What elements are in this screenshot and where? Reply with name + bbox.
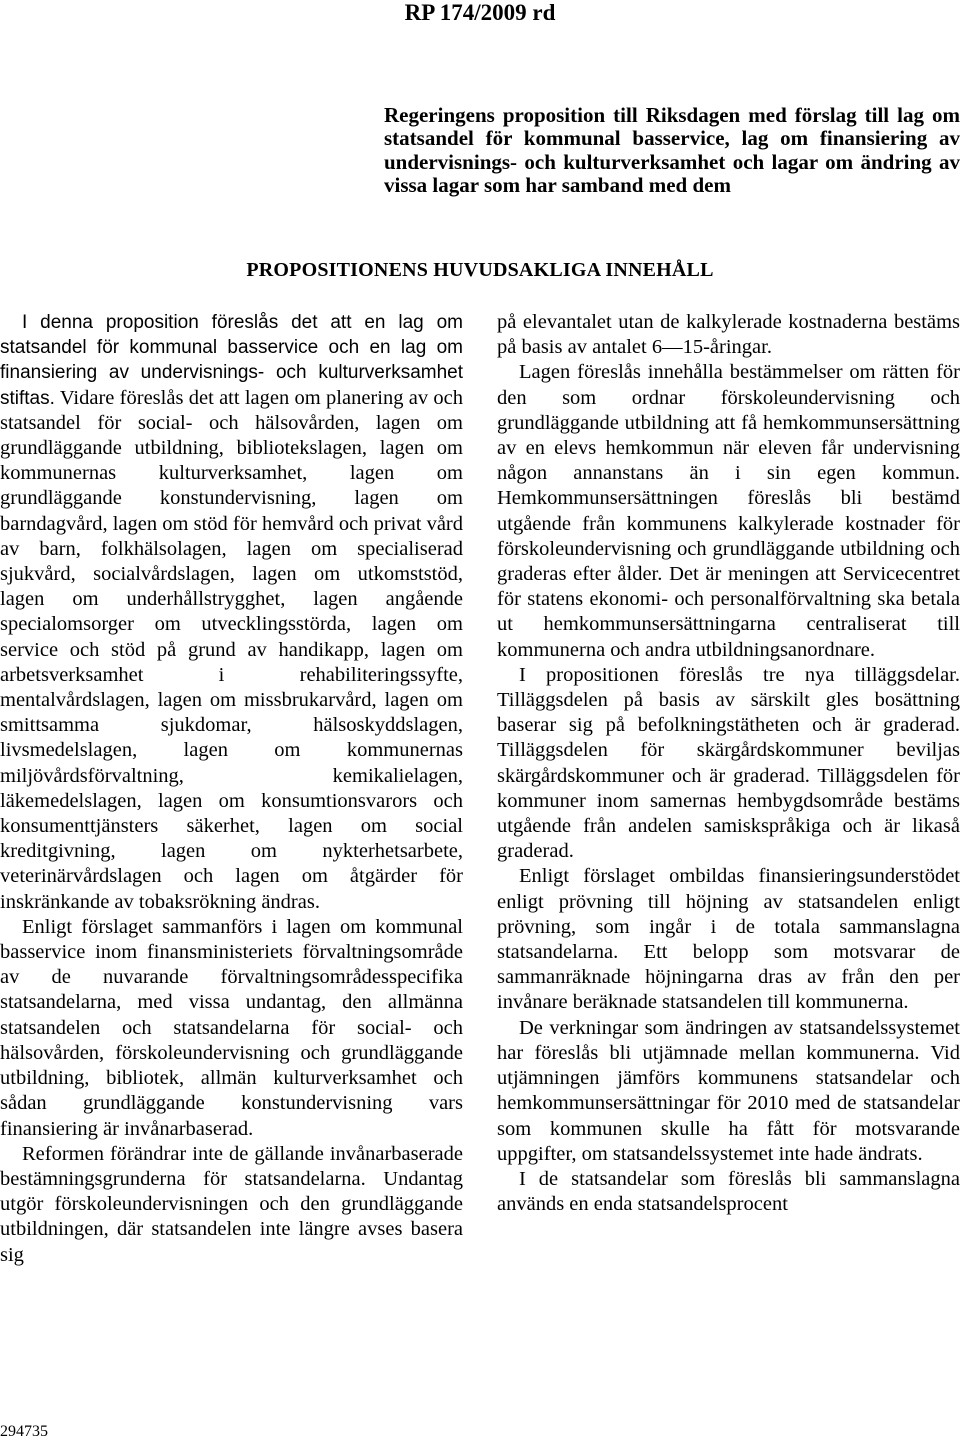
document-title: Regeringens proposition till Riksdagen med förslag till lag om statsandel för kommunal basservice, lag om finansiering av undervisnings- och kulturverksamhet och lagar om ändring av vissa lagar som har samband med dem bbox=[384, 103, 960, 198]
right-paragraph-2: I propositionen föreslås tre nya tilläggsdelar. Tilläggsdelen på basis av särskilt gles bosättning baserar sig på befolkningstätheten och är graderad. Tilläggsdelen för skärgårdskommuner beviljas skärgårdskommuner och är graderad. Tilläggsdelen för kommuner inom samernas hembygdsområde bestäms utgående från andelen samiskspråkiga och är likaså graderad. bbox=[497, 663, 960, 863]
right-paragraph-4: De verkningar som ändringen av statsandelssystemet har föreslås bli utjämnade mellan kommunerna. Vid utjämningen jämförs kommunens statsandelar och hemkommunsersättningar för 2010 med de statsandelar som kommunen skulle ha fått för motsvarande uppgifter, om statsandelssystemet inte hade ändrats. bbox=[497, 1016, 960, 1165]
right-paragraph-0: på elevantalet utan de kalkylerade kostnaderna bestäms på basis av antalet 6—15-åringar. bbox=[497, 311, 960, 359]
document-number: RP 174/2009 rd bbox=[404, 0, 556, 25]
right-paragraph-3: Enligt förslaget ombildas finansieringsunderstödet enligt prövning till höjning av statsandelen enligt prövning, som ingår i de totala sammanslagna statsandelarna. Ett belopp som motsvarar de sammanräknade höjningarna dras av från den per invånare beräknade statsandelen till kommunerna. bbox=[497, 865, 960, 1014]
left-column bbox=[0, 310, 463, 1268]
left-paragraph-1-lead: I denna proposition föreslås det att en lag om statsandel för kommunal basservice och en lag om finansiering av undervisnings- och kulturverksamhet stiftas. bbox=[0, 312, 463, 409]
left-paragraph-2: Enligt förslaget sammanförs i lagen om kommunal basservice inom finansministeriets förvaltningsområde av de nuvarande förvaltningsområdesspecifika statsandelarna, med vissa undantag, den allmänna statsandelen och statsandelarna för social- och hälsovården, förskoleundervisning och grundläggande utbildning, bibliotek, allmän kulturverksamhet och sådan grundläggande konstundervisning vars finansiering är invånarbaserad. bbox=[0, 915, 463, 1140]
right-column bbox=[497, 310, 960, 1217]
right-paragraph-5: I de statsandelar som föreslås bli sammanslagna används en enda statsandelsprocent bbox=[497, 1167, 960, 1216]
left-paragraph-1 bbox=[0, 310, 463, 915]
left-paragraph-1-rest: Vidare föreslås det att lagen om planering av och statsandel för social- och hälsovården, lagen om grundläggande utbildning, bibliotekslagen, lagen om kommunernas kulturverksamhet, lagen om grundläggande konstundervisning, lagen om barndagvård, lagen om stöd för hemvård och privat vård av barn, folkhälsolagen, lagen om specialiserad sjukvård, socialvårdslagen, lagen om utkomststöd, lagen om underhållstrygghet, lagen angående specialomsorger om utvecklingsstörda, lagen om service och stöd på grund av handikapp, lagen om arbetsverksamhet i rehabiliteringssyfte, mentalvårdslagen, lagen om missbrukarvård, lagen om smittsamma sjukdomar, hälsoskyddslagen, livsmedelslagen, lagen om kommunernas miljövårdsförvaltning, kemikalielagen, läkemedelslagen, lagen om konsumtionsvarors och konsumenttjänsters säkerhet, lagen om social kreditgivning, lagen om nykterhetsarbete, veterinärvårdslagen och lagen om åtgärder för inskränkande av tobaksrökning ändras. bbox=[0, 386, 463, 913]
section-heading: PROPOSITIONENS HUVUDSAKLIGA INNEHÅLL bbox=[246, 259, 714, 281]
page-code: 294735 bbox=[0, 1423, 48, 1440]
left-paragraph-3: Reformen förändrar inte de gällande invånarbaserade bestämningsgrunderna för statsandelarna. Undantag utgör förskoleundervisningen och den grundläggande utbildningen, där statsandelen inte längre avses basera sig bbox=[0, 1142, 463, 1266]
right-paragraph-1: Lagen föreslås innehålla bestämmelser om rätten för den som ordnar förskoleundervisning och grundläggande utbildning att få hemkommunsersättning av en elevs hemkommun när eleven får undervisning någon annanstans än i sin egen kommun. Hemkommunsersättningen föreslås bli bestämd utgående från kommunens kalkylerade kostnader för förskoleundervisning och grundläggande utbildning och graderas efter ålder. Det är meningen att Servicecentret för statens ekonomi- och personalförvaltning ska betala ut hemkommunsersättningarna centraliserat till kommunerna och andra utbildningsanordnare. bbox=[497, 361, 960, 661]
